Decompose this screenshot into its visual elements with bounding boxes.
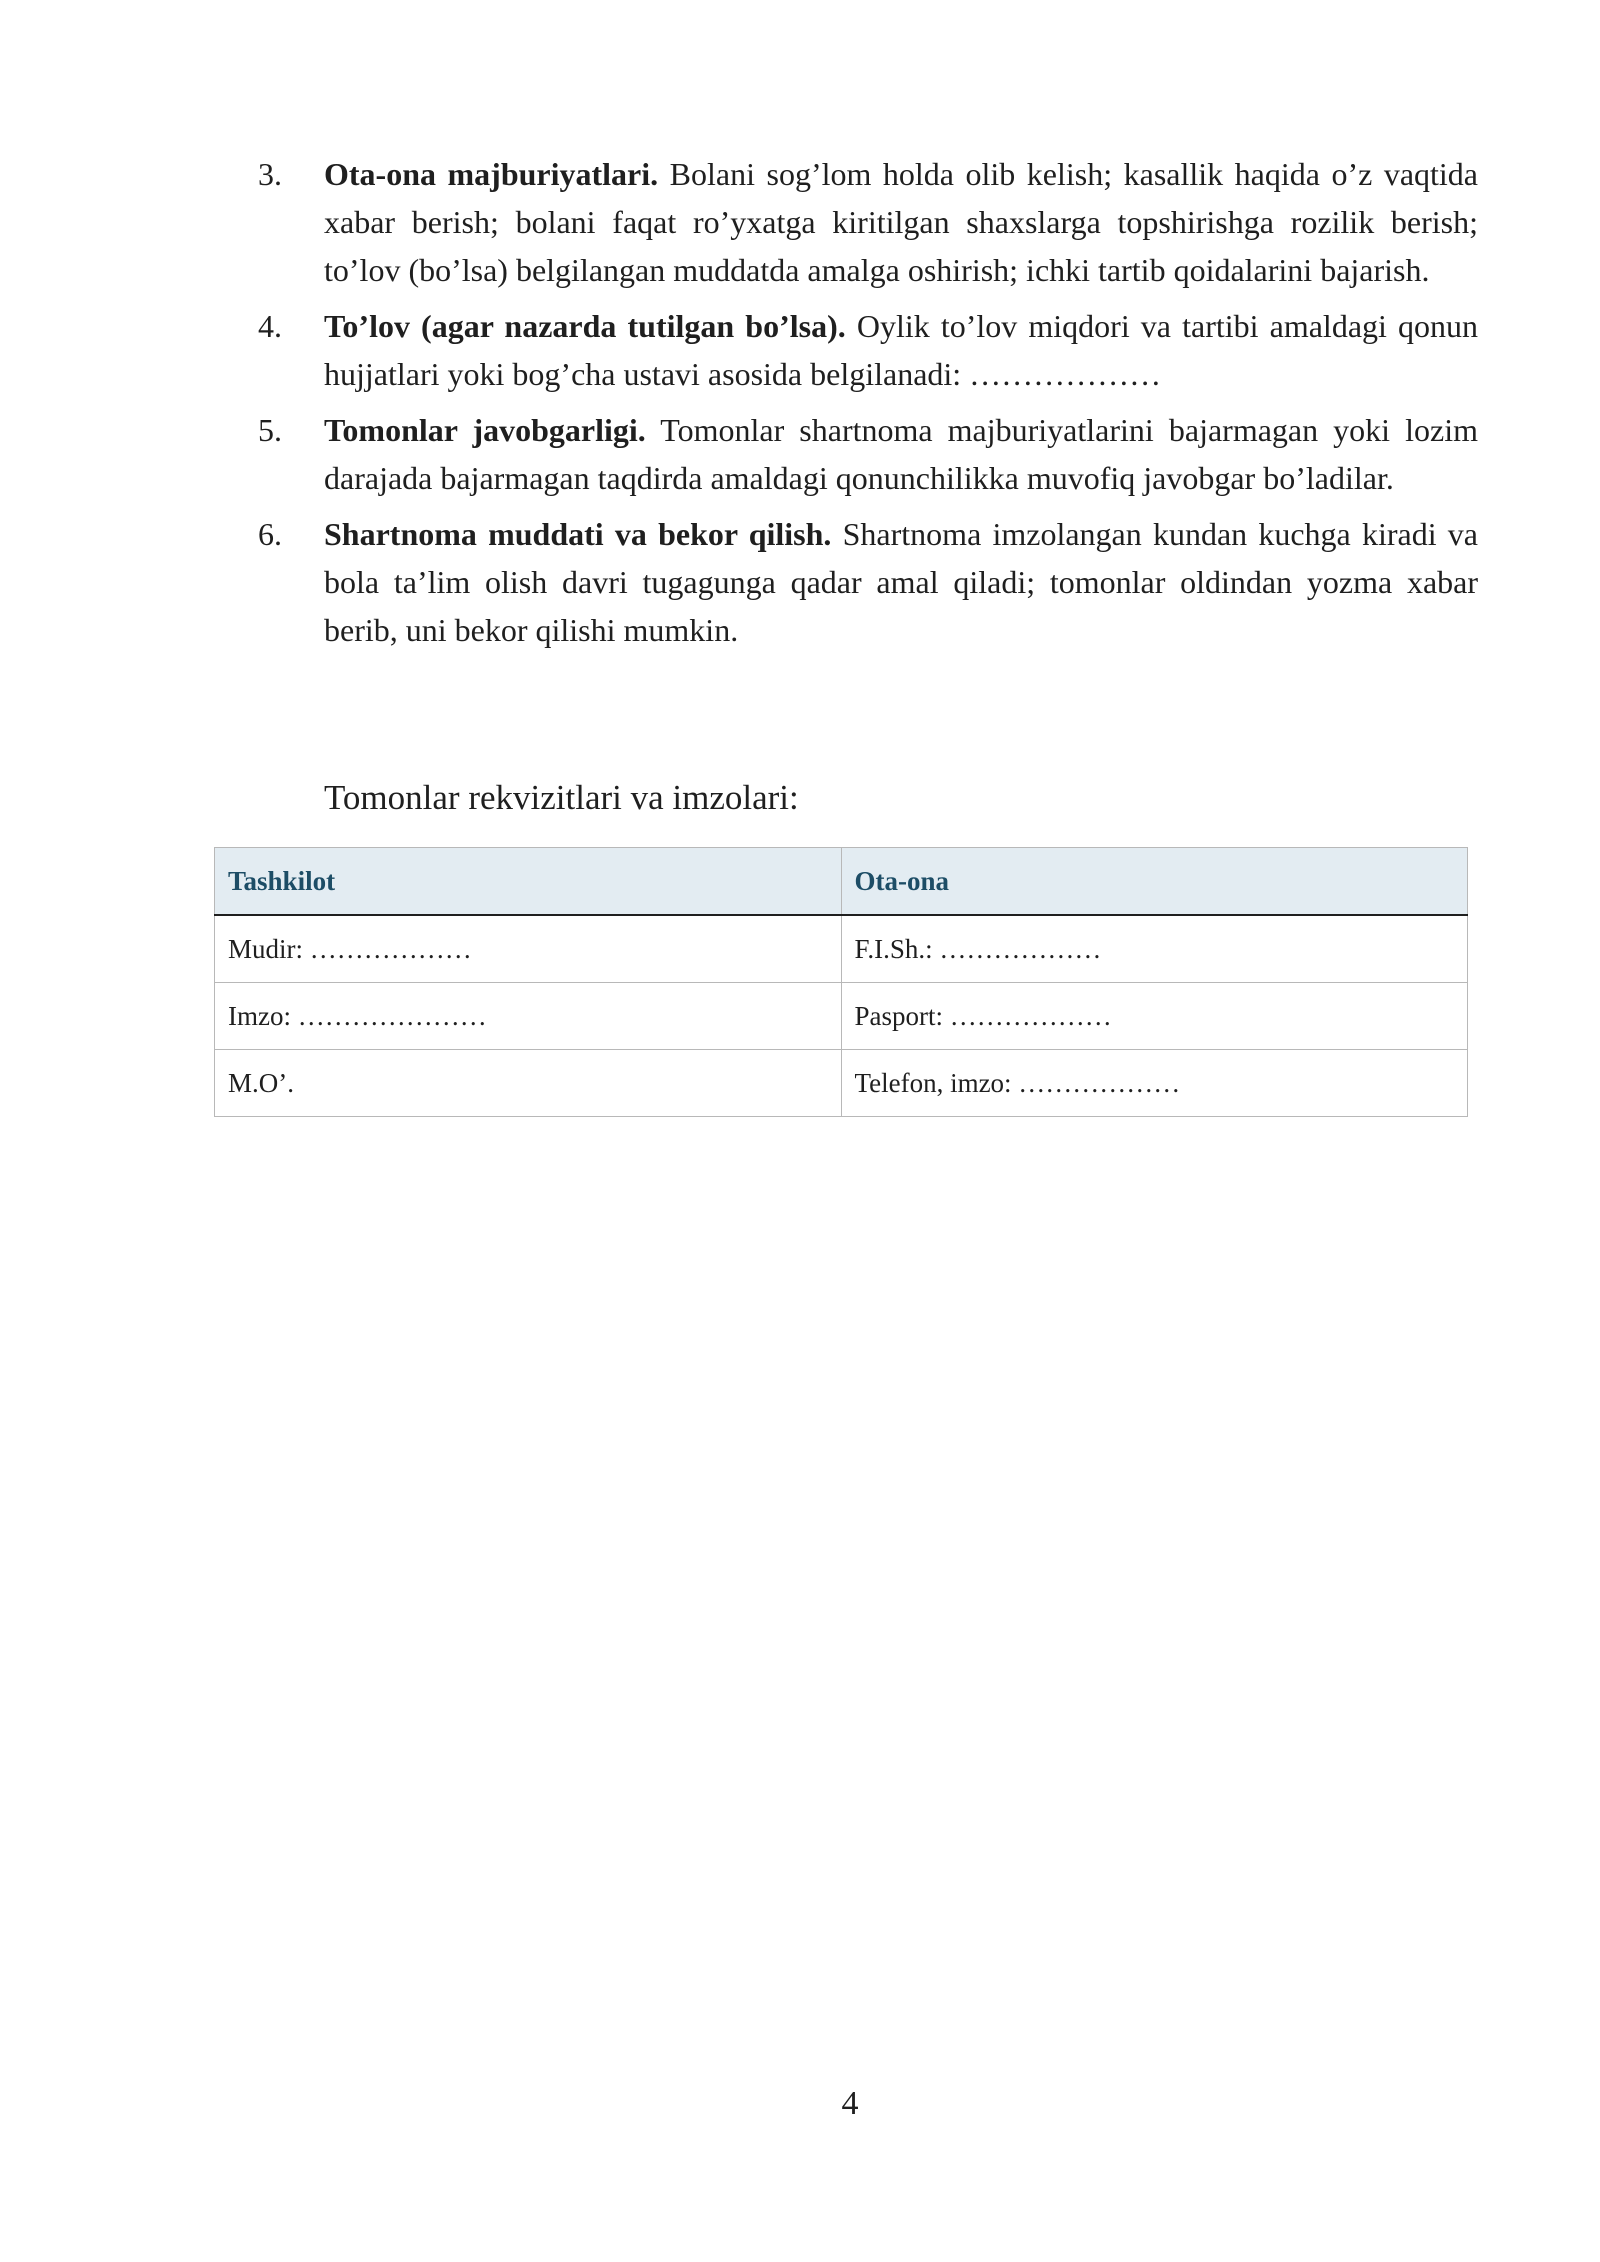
item-heading: Tomonlar javobgarligi. — [324, 412, 646, 448]
table-cell: M.O’. — [215, 1050, 842, 1117]
header-parent: Ota-ona — [841, 848, 1468, 916]
table-cell: F.I.Sh.: ……………… — [841, 915, 1468, 983]
item-text: Tomonlar shartnoma majburiyatlarini bajarmagan yoki lozim darajada bajarmagan taqdirda amaldagi qonunchilikka muvofiq javobgar bo’ladilar. — [324, 412, 1479, 496]
page-number: 4 — [841, 2085, 859, 2122]
item-number: 5. — [258, 412, 282, 448]
header-organization: Tashkilot — [215, 848, 842, 916]
requisites-heading: Tomonlar rekvizitlari va imzolari: — [324, 778, 799, 817]
table-cell: Pasport: ……………… — [841, 983, 1468, 1050]
item-heading: Ota-ona majburiyatlari. — [324, 156, 659, 192]
requisites-table — [214, 847, 1468, 1117]
clause-list — [258, 150, 1478, 662]
item-text: Shartnoma imzolangan kundan kuchga kiradi va bola ta’lim olish davri tugagunga qadar amal qiladi; tomonlar oldindan yozma xabar berib, uni bekor qilishi mumkin. — [324, 516, 1479, 648]
table-row — [215, 983, 1468, 1050]
list-item — [258, 150, 1478, 294]
item-number: 3. — [258, 156, 282, 192]
table-row — [215, 915, 1468, 983]
table-row — [215, 1050, 1468, 1117]
item-number: 6. — [258, 516, 282, 552]
item-number: 4. — [258, 308, 282, 344]
item-heading: Shartnoma muddati va bekor qilish. — [324, 516, 832, 552]
table-cell: Imzo: ………………… — [215, 983, 842, 1050]
list-item — [258, 510, 1478, 654]
table-header-row — [215, 848, 1468, 916]
table-cell: Mudir: ……………… — [215, 915, 842, 983]
item-heading: To’lov (agar nazarda tutilgan bo’lsa). — [324, 308, 846, 344]
item-text: Oylik to’lov miqdori va tartibi amaldagi qonun hujjatlari yoki bog’cha ustavi asosida belgilanadi: ……………… — [324, 308, 1479, 392]
table-cell: Telefon, imzo: ……………… — [841, 1050, 1468, 1117]
list-item — [258, 302, 1478, 398]
list-item — [258, 406, 1478, 502]
item-text: Bolani sog’lom holda olib kelish; kasallik haqida o’z vaqtida xabar berish; bolani faqat ro’yxatga kiritilgan shaxslarga topshirishga rozilik berish; to’lov (bo’lsa) belgilangan muddatda amalga oshirish; ichki tartib qoidalarini bajarish. — [324, 156, 1479, 288]
